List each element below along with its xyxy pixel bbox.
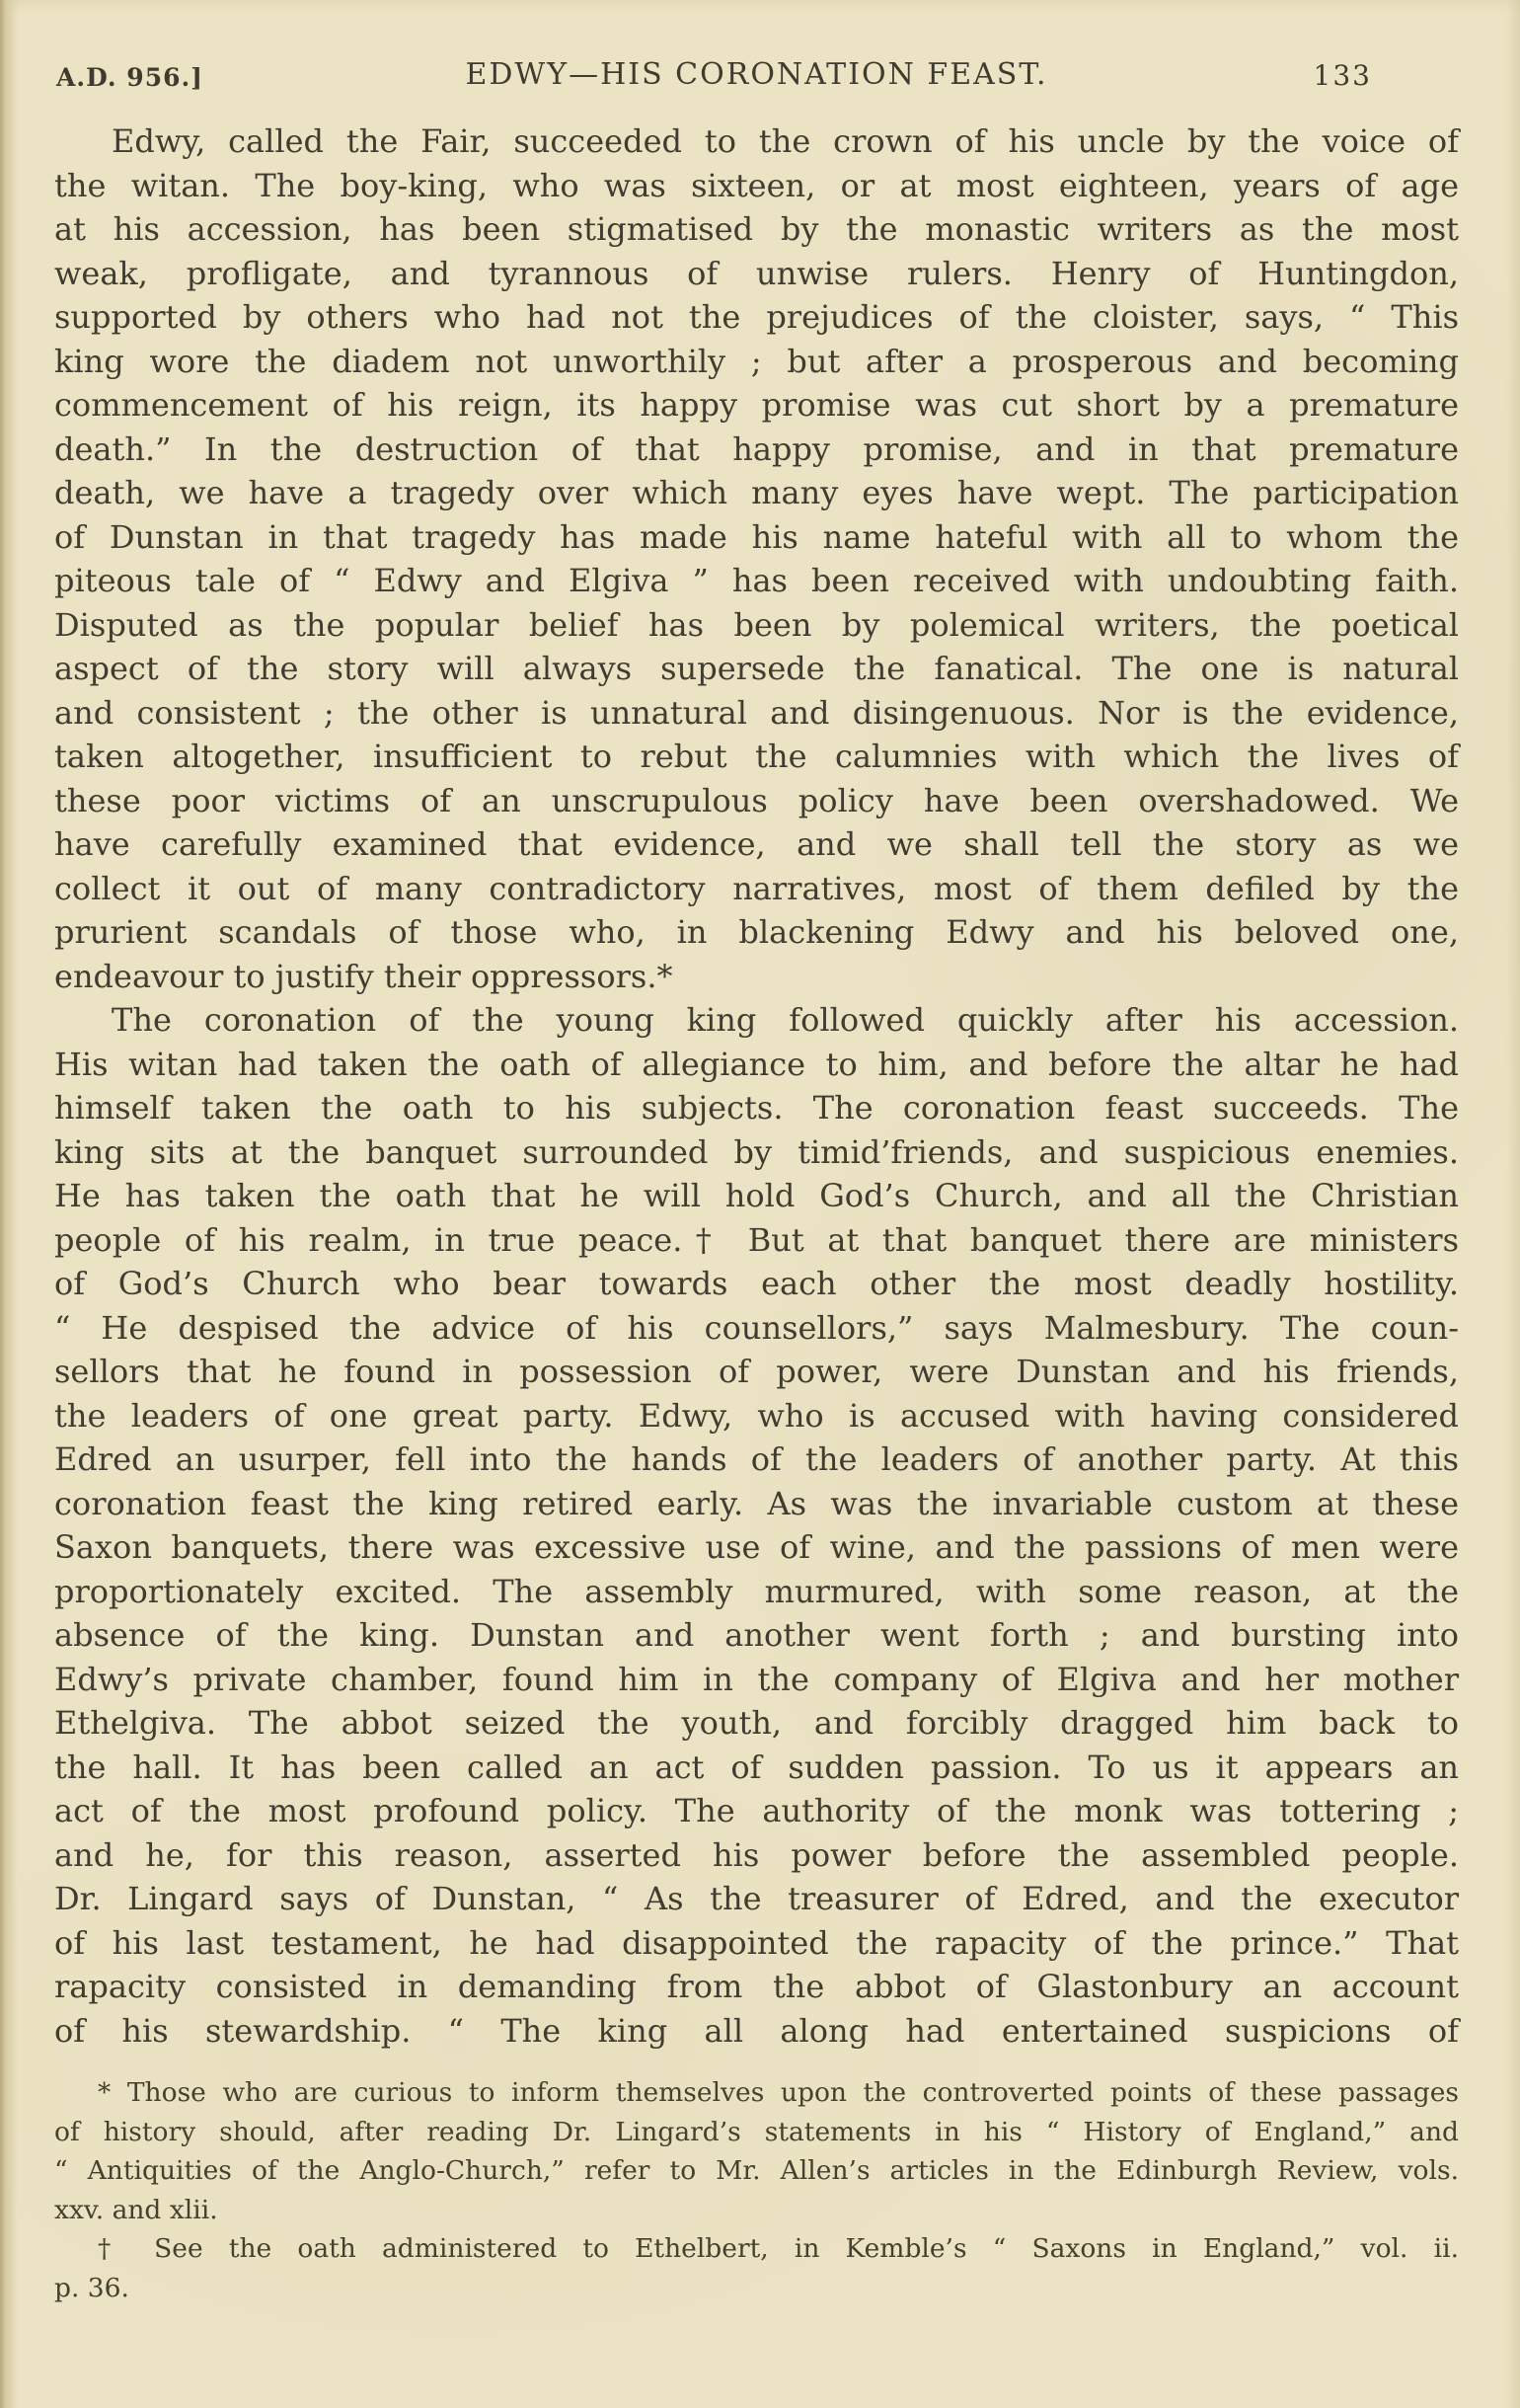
text-line: Disputed as the popular belief has been by polemical writers, the poetical — [54, 605, 1459, 644]
body-text — [54, 119, 1459, 2053]
text-line: Edred an usurper, fell into the hands of the leaders of another party. At this — [54, 1440, 1459, 1478]
text-line: His witan had taken the oath of allegiance to him, and before the altar he had — [54, 1045, 1459, 1083]
text-line: have carefully examined that evidence, and we shall tell the story as we — [54, 825, 1459, 863]
text-line: the hall. It has been called an act of sudden passion. To us it appears an — [54, 1748, 1459, 1786]
text-line: at his accession, has been stigmatised by the monastic writers as the most — [54, 210, 1459, 248]
page-title: EDWY—HIS CORONATION FEAST. — [465, 57, 1048, 92]
text-line: * Those who are curious to inform themselves upon the controverted points of these passages — [98, 2077, 1459, 2108]
text-line: xxv. and xlii. — [54, 2194, 218, 2225]
text-line: of God’s Church who bear towards each other the most deadly hostility. — [54, 1265, 1459, 1302]
text-line: of his last testament, he had disappointed the rapacity of the prince.” That — [54, 1923, 1459, 1962]
text-line: Edwy, called the Fair, succeeded to the crown of his uncle by the voice of — [112, 122, 1459, 160]
text-line: of his stewardship. “ The king all along had entertained suspicions of — [54, 2011, 1459, 2050]
text-line: piteous tale of “ Edwy and Elgiva ” has been received with undoubting faith. — [54, 562, 1459, 599]
paragraph — [54, 119, 1459, 998]
text-line: act of the most profound policy. The authority of the monk was tottering ; — [54, 1792, 1459, 1829]
text-line: of history should, after reading Dr. Lingard’s statements in his “ History of England,” and — [54, 2116, 1459, 2147]
text-line: of Dunstan in that tragedy has made his name hateful with all to whom the — [54, 517, 1459, 556]
text-line: and he, for this reason, asserted his power before the assembled people. — [54, 1835, 1459, 1874]
text-line: and consistent ; the other is unnatural and disingenuous. Nor is the evidence, — [54, 693, 1459, 732]
text-line: supported by others who had not the prejudices of the cloister, says, “ This — [54, 298, 1459, 336]
running-head — [54, 57, 1459, 97]
footnote — [54, 2073, 1459, 2229]
footnote — [54, 2229, 1459, 2307]
text-line: himself taken the oath to his subjects. The coronation feast succeeds. The — [54, 1089, 1459, 1126]
text-line: coronation feast the king retired early. As was the invariable custom at these — [54, 1484, 1459, 1522]
text-line: † See the oath administered to Ethelbert, in Kemble’s “ Saxons in England,” vol. ii. — [98, 2233, 1459, 2264]
page-number: 133 — [1313, 59, 1372, 92]
text-line: king wore the diadem not unworthily ; but after a prosperous and becoming — [54, 342, 1459, 380]
text-line: weak, profligate, and tyrannous of unwise rulers. Henry of Huntingdon, — [54, 254, 1459, 292]
text-line: taken altogether, insufficient to rebut the calumnies with which the lives of — [54, 738, 1459, 775]
text-line: endeavour to justify their oppressors.* — [54, 957, 673, 995]
text-line: these poor victims of an unscrupulous policy have been overshadowed. We — [54, 781, 1459, 819]
text-line: collect it out of many contradictory narratives, most of them defiled by the — [54, 869, 1459, 907]
text-line: aspect of the story will always supersede the fanatical. The one is natural — [54, 650, 1459, 687]
text-line: absence of the king. Dunstan and another went forth ; and bursting into — [54, 1616, 1459, 1654]
paragraph — [54, 998, 1459, 2053]
text-line: commencement of his reign, its happy promise was cut short by a premature — [54, 386, 1459, 424]
text-line: p. 36. — [54, 2272, 129, 2303]
text-line: the witan. The boy-king, who was sixteen, or at most eighteen, years of age — [54, 166, 1459, 204]
text-line: the leaders of one great party. Edwy, who is accused with having considered — [54, 1396, 1459, 1435]
text-line: Saxon banquets, there was excessive use of wine, and the passions of men were — [54, 1528, 1459, 1566]
text-line: death, we have a tragedy over which many eyes have wept. The participation — [54, 474, 1459, 511]
text-line: prurient scandals of those who, in blackening Edwy and his beloved one, — [54, 913, 1459, 951]
text-line: sellors that he found in possession of power, were Dunstan and his friends, — [54, 1353, 1459, 1390]
text-line: He has taken the oath that he will hold God’s Church, and all the Christian — [54, 1177, 1459, 1214]
text-line: Ethelgiva. The abbot seized the youth, and forcibly dragged him back to — [54, 1704, 1459, 1742]
text-line: “ He despised the advice of his counsellors,” says Malmesbury. The coun- — [54, 1308, 1459, 1347]
text-line: Dr. Lingard says of Dunstan, “ As the treasurer of Edred, and the executor — [54, 1880, 1459, 1917]
date-marginal: A.D. 956.] — [56, 63, 204, 92]
text-line: Edwy’s private chamber, found him in the company of Elgiva and her mother — [54, 1660, 1459, 1698]
text-line: king sits at the banquet surrounded by timid’friends, and suspicious enemies. — [54, 1132, 1459, 1171]
text-line: rapacity consisted in demanding from the abbot of Glastonbury an account — [54, 1968, 1459, 2005]
text-line: “ Antiquities of the Anglo-Church,” refer to Mr. Allen’s articles in the Edinburgh Review, vols. — [54, 2155, 1459, 2186]
text-line: death.” In the destruction of that happy promise, and in that premature — [54, 429, 1459, 468]
text-line: The coronation of the young king followed quickly after his accession. — [112, 1001, 1459, 1039]
text-line: proportionately excited. The assembly murmured, with some reason, at the — [54, 1572, 1459, 1610]
text-line: people of his realm, in true peace.† But at that banquet there are ministers — [54, 1220, 1459, 1259]
footnotes — [54, 2073, 1459, 2307]
